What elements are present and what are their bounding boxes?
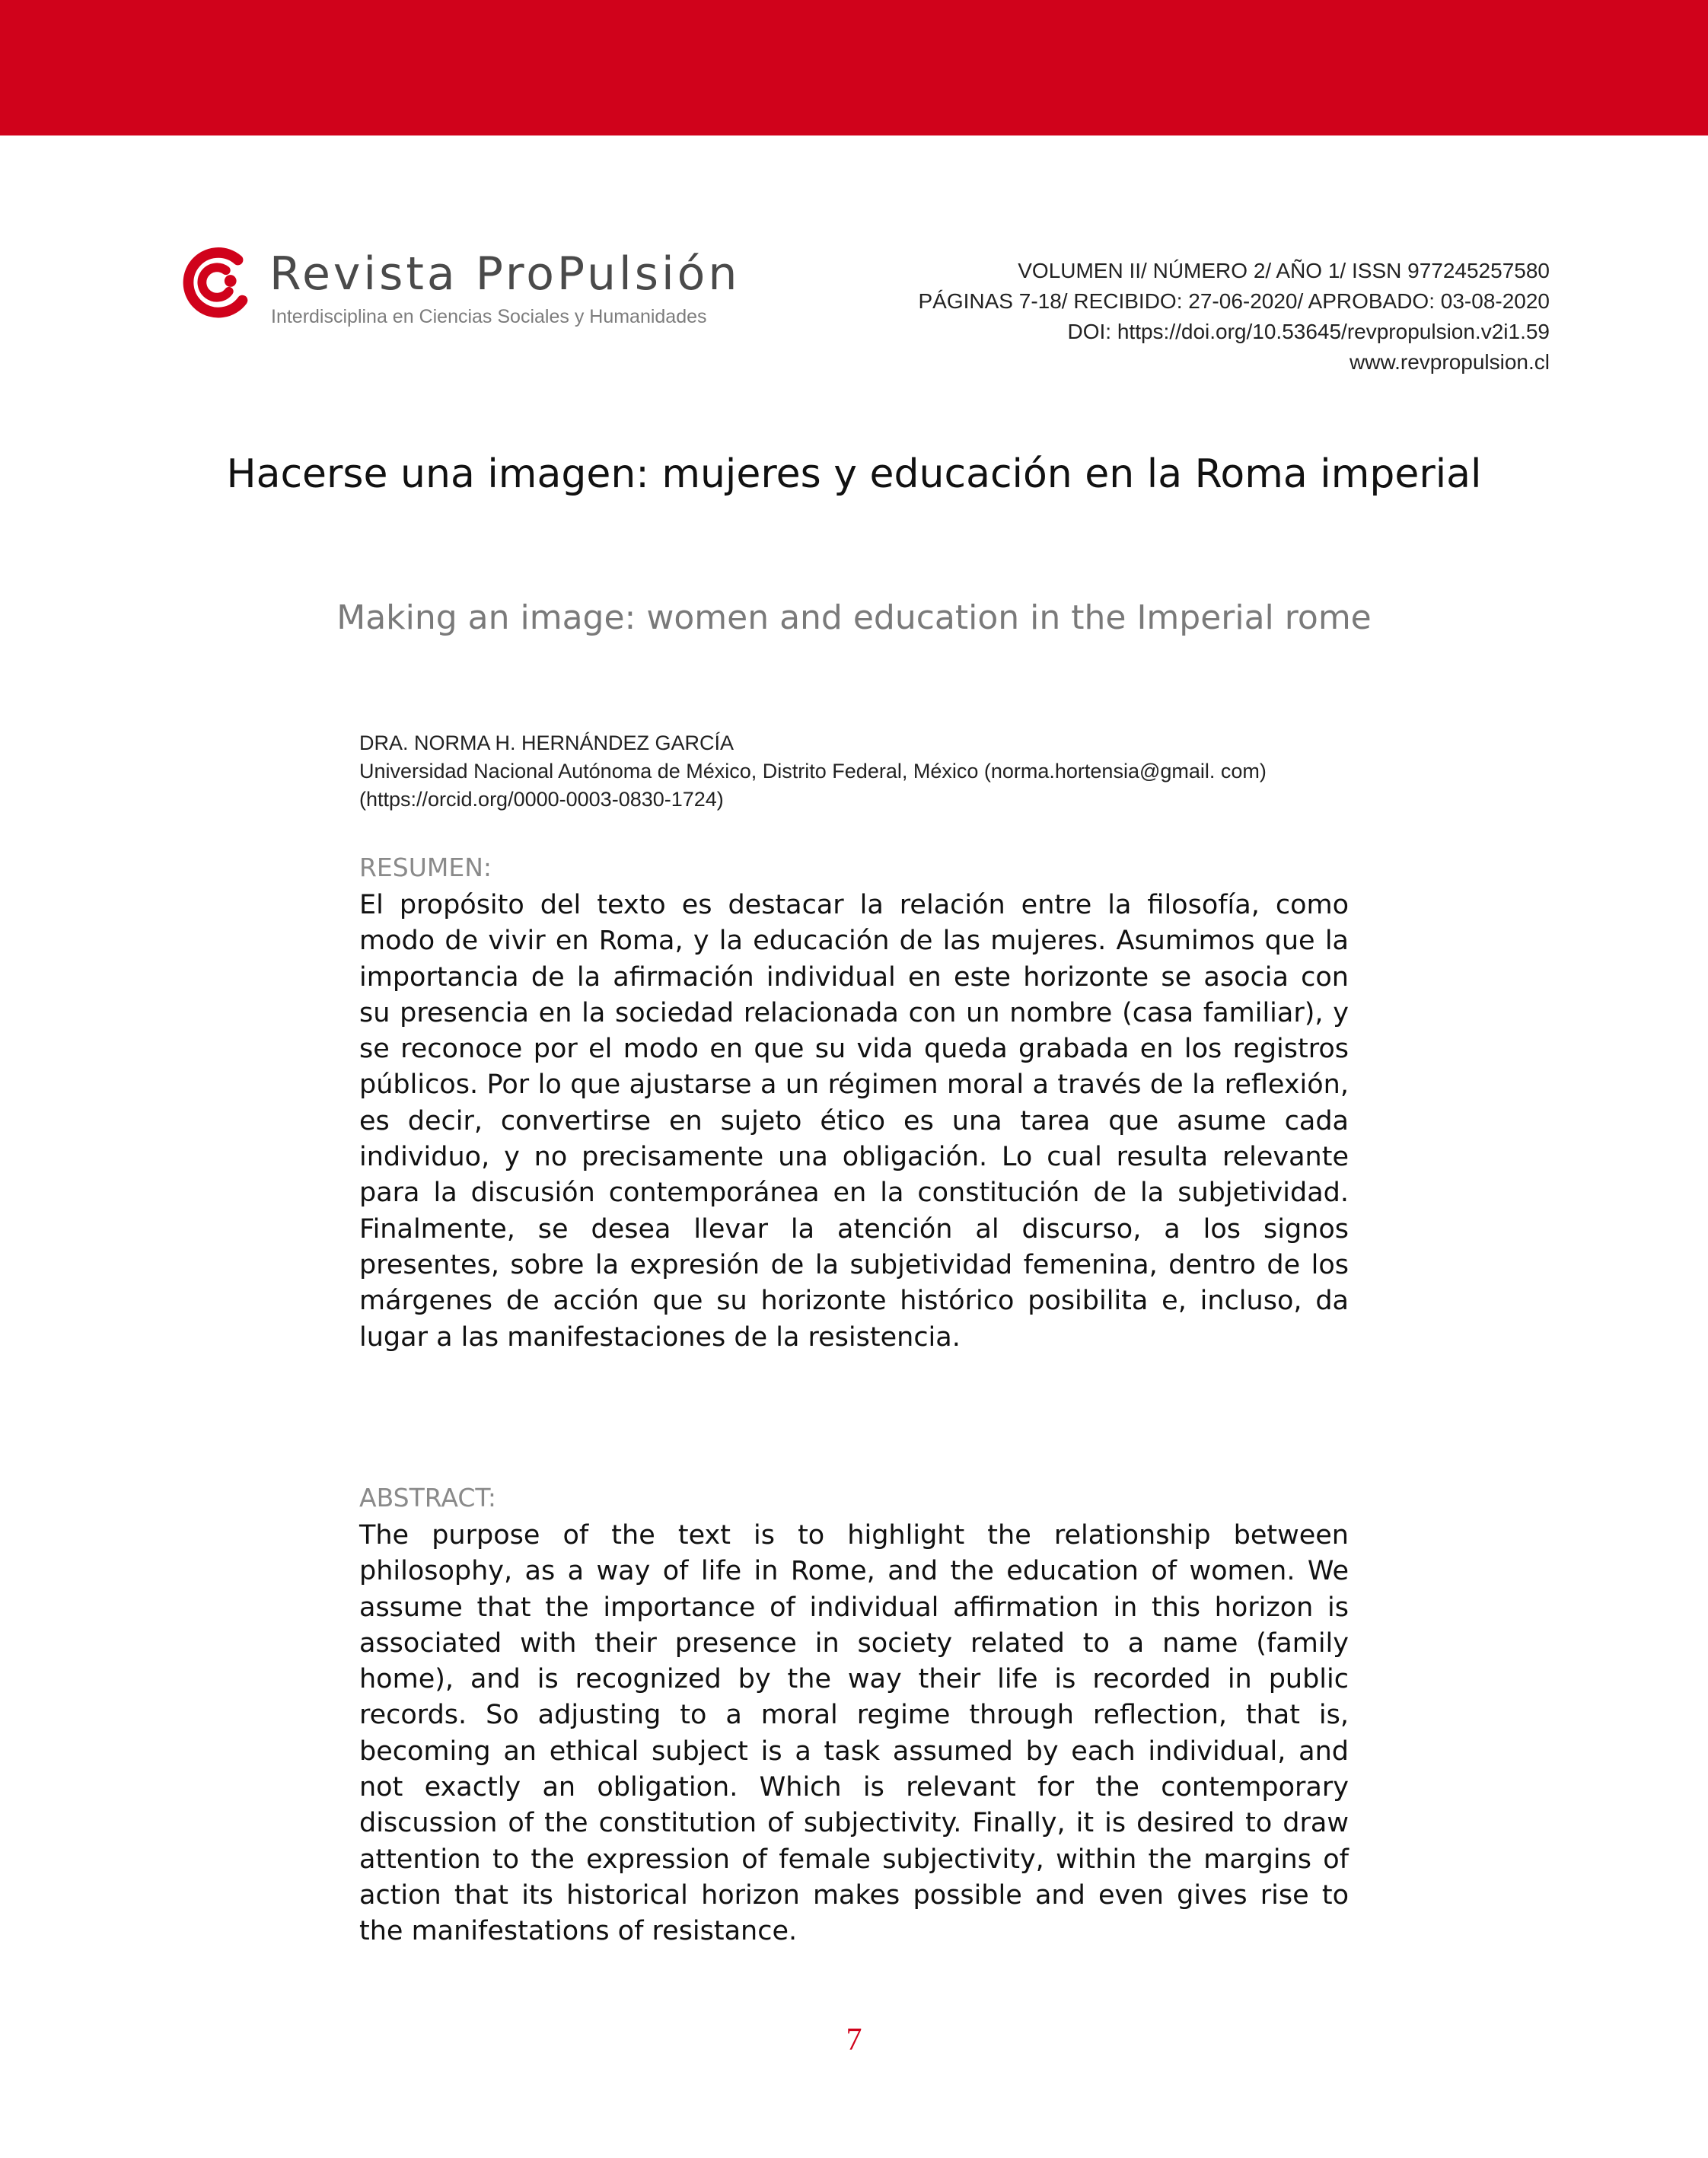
issue-metadata: [919, 256, 1550, 378]
author-block: [359, 729, 1349, 814]
volume-issn-line: VOLUMEN II/ NÚMERO 2/ AÑO 1/ ISSN 977245257580: [1018, 259, 1550, 282]
resumen-heading: RESUMEN:: [359, 853, 492, 882]
journal-logo: [174, 237, 767, 336]
abstract-heading: ABSTRACT:: [359, 1483, 497, 1513]
pages-dates-line: PÁGINAS 7-18/ RECIBIDO: 27-06-2020/ APROBADO: 03-08-2020: [918, 289, 1550, 313]
resumen-text: El propósito del texto es destacar la relación entre la filosofía, como modo de vivir en Roma, y la educación de las mujeres. Asumimos que la importancia de la afirmación individual en este horizonte se asocia con su presencia en la sociedad relacionada con un nombre (casa familiar), y se reconoce por el modo en que su vida queda grabada en los registros públicos. Por lo que ajustarse a un régimen moral a través de la reflexión, es decir, convertirse en sujeto ético es una tarea que asume cada individuo, y no precisamente una obligación. Lo cual resulta relevante para la discusión contemporánea en la constitución de la subjetividad. Finalmente, se desea llevar la atención al discurso, a los signos presentes, sobre la expresión de la subjetividad femenina, dentro de los márgenes de acción que su horizonte histórico posibilita e, incluso, da lugar a las manifestaciones de la resistencia.: [359, 890, 1349, 1353]
abstract-text: The purpose of the text is to highlight the relationship between philosophy, as a way of life in Rome, and the education of women. We assume that the importance of individual affirmation in this horizon is associated with their presence in society related to a name (family home), and is recognized by the way their life is recorded in public records. So adjusting to a moral regime through reflection, that is, becoming an ethical subject is a task assumed by each individual, and not exactly an obligation. Which is relevant for the contemporary discussion of the constitution of subjectivity. Finally, it is desired to draw attention to the expression of female subjectivity, within the margins of action that its historical horizon makes possible and even gives rise to the manifestations of resistance.: [359, 1520, 1349, 1947]
top-color-band: [0, 0, 1708, 135]
propulsion-spiral-icon: [174, 237, 263, 327]
logo-tagline: Interdisciplina en Ciencias Sociales y Humanidades: [271, 306, 707, 327]
doi-link[interactable]: DOI: https://doi.org/10.53645/revpropulsion.v2i1.59: [1067, 320, 1550, 343]
logo-wordmark: Revista ProPulsión: [269, 247, 741, 301]
author-affiliation: Universidad Nacional Autónoma de México, Distrito Federal, México (norma.hortensia@gmail. com)(https://orcid.org/0000-0003-0830-1724): [359, 760, 1267, 811]
page-number: 7: [846, 2023, 862, 2058]
website-link[interactable]: www.revpropulsion.cl: [1350, 350, 1550, 374]
article-subtitle: Making an image: women and education in the Imperial rome: [336, 598, 1372, 637]
article-title: Hacerse una imagen: mujeres y educación en la Roma imperial: [226, 451, 1482, 497]
author-name: DRA. NORMA H. HERNÁNDEZ GARCÍA: [359, 732, 735, 754]
